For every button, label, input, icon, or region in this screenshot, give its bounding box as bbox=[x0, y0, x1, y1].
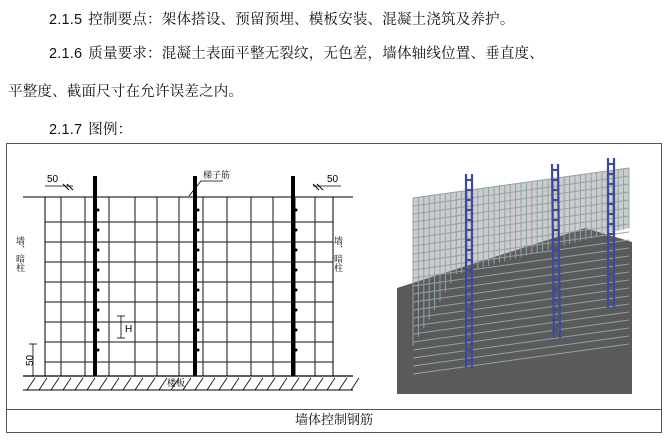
paragraph-text: 质量要求：混凝土表面平整无裂纹，无色差，墙体轴线位置、垂直度、 bbox=[88, 46, 544, 62]
slab-hatch bbox=[231, 378, 239, 390]
rebar-3d-render bbox=[397, 158, 647, 394]
tie-point bbox=[295, 229, 298, 232]
tie-point bbox=[97, 249, 100, 252]
tie-point bbox=[197, 289, 200, 292]
wall-label-right: 墙、暗柱 bbox=[332, 236, 342, 272]
slab-hatch bbox=[63, 378, 71, 390]
figure-table bbox=[6, 143, 662, 433]
slab-hatch bbox=[255, 378, 263, 390]
paragraph-text: 图例： bbox=[88, 122, 133, 138]
slab-hatch bbox=[291, 378, 299, 390]
paragraph-2-1-6-continued bbox=[8, 80, 243, 101]
slab-hatch bbox=[99, 378, 107, 390]
tie-point bbox=[295, 269, 298, 272]
slab-hatch bbox=[315, 378, 323, 390]
rebar-elevation-drawing bbox=[14, 166, 357, 396]
paragraph-text: 平整度、截面尺寸在允许误差之内。 bbox=[8, 84, 244, 100]
tie-point bbox=[197, 209, 200, 212]
slab-label: 楼板 bbox=[167, 379, 186, 389]
slab-hatch bbox=[75, 378, 83, 390]
tie-point bbox=[197, 329, 200, 332]
tie-point bbox=[295, 309, 298, 312]
dim-label-left: 50 bbox=[47, 174, 59, 185]
paragraph-text: 控制要点：架体搭设、预留预埋、模板安装、混凝土浇筑及养护。 bbox=[88, 12, 515, 28]
paragraph-2-1-5 bbox=[49, 8, 515, 29]
slab-hatch bbox=[159, 378, 167, 390]
dim-mid-label: H bbox=[125, 324, 133, 335]
slab-hatch bbox=[327, 378, 335, 390]
tie-point bbox=[197, 269, 200, 272]
slab-hatch bbox=[123, 378, 131, 390]
tie-point bbox=[197, 309, 200, 312]
tie-point bbox=[295, 289, 298, 292]
tie-point bbox=[97, 289, 100, 292]
slab-hatch bbox=[135, 378, 143, 390]
paragraph-2-1-7 bbox=[49, 118, 132, 139]
dim-bottom-label: 50 bbox=[25, 354, 36, 366]
slab-hatch bbox=[303, 378, 311, 390]
slab-hatch bbox=[87, 378, 95, 390]
paragraph-2-1-6 bbox=[49, 42, 544, 63]
slab-hatch bbox=[243, 378, 251, 390]
section-number: 2.1.5 bbox=[49, 12, 83, 28]
tie-point bbox=[295, 349, 298, 352]
tie-point bbox=[97, 349, 100, 352]
tie-point bbox=[97, 269, 100, 272]
section-number: 2.1.7 bbox=[49, 122, 83, 138]
tie-point bbox=[197, 229, 200, 232]
tie-point bbox=[197, 349, 200, 352]
tie-point bbox=[97, 329, 100, 332]
slab-hatch bbox=[147, 378, 155, 390]
slab-hatch bbox=[51, 378, 59, 390]
dim-label-right: 50 bbox=[327, 174, 339, 185]
slab-hatch bbox=[195, 378, 203, 390]
slab-hatch bbox=[219, 378, 227, 390]
ladder-bar-label: 梯子筋 bbox=[203, 171, 231, 181]
tie-point bbox=[97, 229, 100, 232]
section-number: 2.1.6 bbox=[49, 46, 83, 62]
wall-label-left: 墙、暗柱 bbox=[14, 236, 24, 272]
tie-point bbox=[97, 309, 100, 312]
figure-caption: 墙体控制钢筋 bbox=[7, 409, 661, 432]
slab-hatch bbox=[111, 378, 119, 390]
slab-hatch bbox=[207, 378, 215, 390]
slab-hatch bbox=[27, 378, 35, 390]
tie-point bbox=[197, 249, 200, 252]
slab-hatch bbox=[39, 378, 47, 390]
tie-point bbox=[295, 249, 298, 252]
slab-hatch bbox=[351, 378, 359, 390]
slab-hatch bbox=[339, 378, 347, 390]
slab-hatch bbox=[267, 378, 275, 390]
tie-point bbox=[295, 329, 298, 332]
tie-point bbox=[295, 209, 298, 212]
slab-hatch bbox=[279, 378, 287, 390]
tie-point bbox=[97, 209, 100, 212]
